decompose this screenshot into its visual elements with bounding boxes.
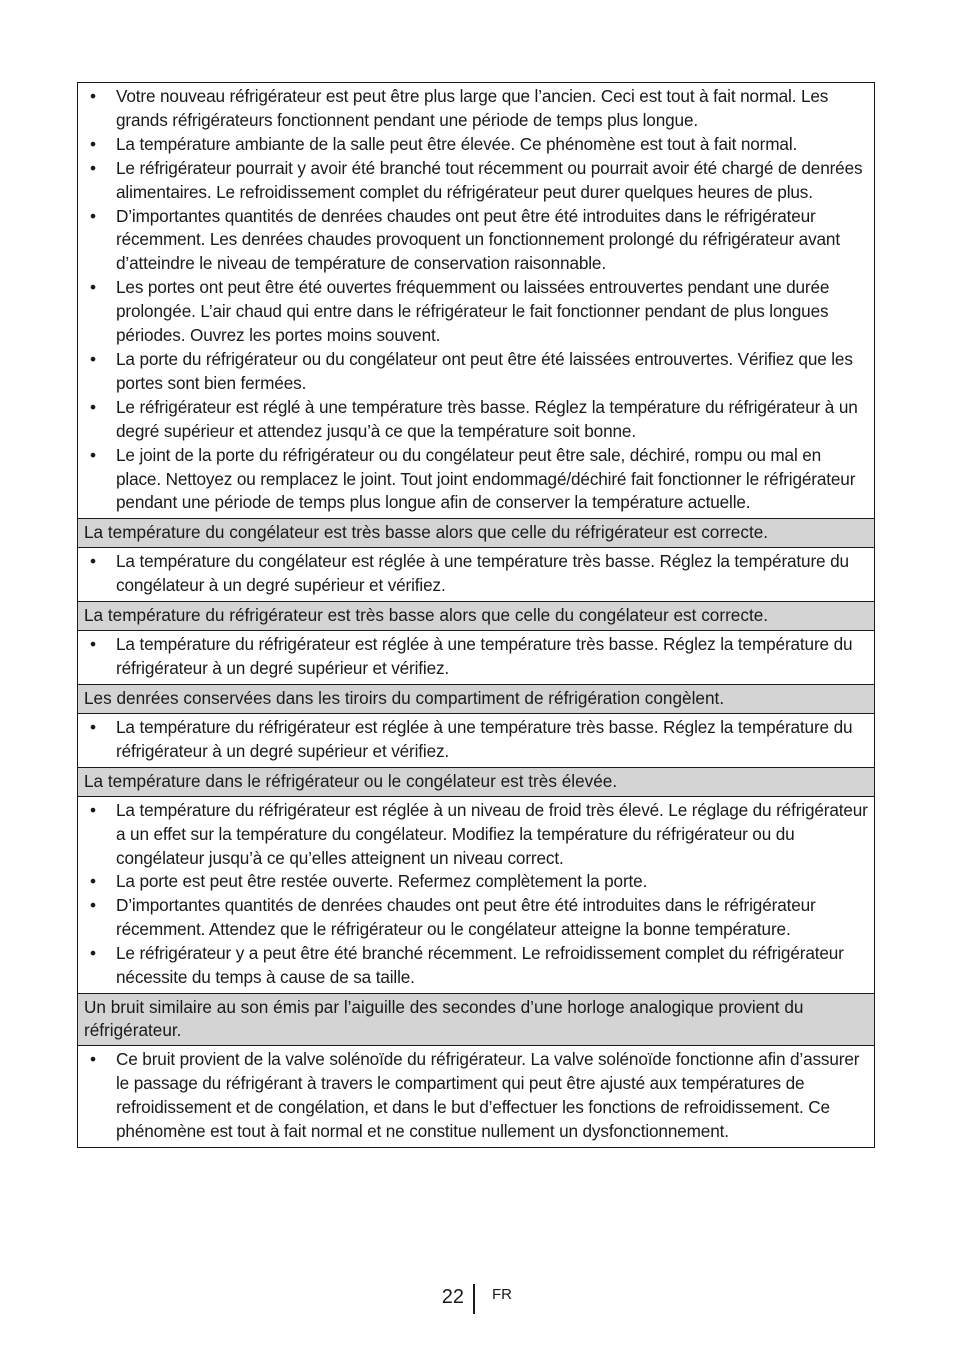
troubleshooting-table bbox=[77, 82, 875, 1148]
solution-text: D’importantes quantités de denrées chaudes ont peut être été introduites dans le réfrigérateur récemment. Les denrées chaudes provoquent un fonctionnement prolongé du réfrigérateur avant d’atteindre le niveau de température de conservation raisonnable. bbox=[116, 205, 840, 274]
solution-text: Le réfrigérateur pourrait y avoir été branché tout récemment ou pourrait avoir été chargé de denrées alimentaires. Le refroidissement complet du réfrigérateur peut durer quelques heures de plus. bbox=[116, 157, 863, 202]
solutions-cell bbox=[78, 1045, 874, 1147]
list-item bbox=[84, 716, 868, 764]
solutions-cell bbox=[78, 796, 874, 993]
bullet-icon: • bbox=[90, 444, 96, 465]
bullet-icon: • bbox=[90, 634, 96, 655]
solution-text: La température du réfrigérateur est réglée à une température très basse. Réglez la température du réfrigérateur à un degré supérieur et vérifiez. bbox=[116, 634, 853, 679]
list-item bbox=[84, 396, 868, 444]
solution-text: La température du réfrigérateur est réglée à un niveau de froid très élevé. Le réglage du réfrigérateur a un effet sur la température du congélateur. Modifiez la température du réfrigérateur ou du congélateur jusqu’à ce qu’elles atteignent un niveau correct. bbox=[116, 799, 868, 868]
solution-text: Ce bruit provient de la valve solénoïde du réfrigérateur. La valve solénoïde fonctionne afin d’assurer le passage du réfrigérant à travers le compartiment qui peut être ajusté aux températures de refroidissement et de congélation, et dans le but d’effectuer les fonctions de refroidissement. Ce phénomène est tout à fait normal et ne constitue nullement un dysfonctionnement. bbox=[116, 1049, 860, 1141]
list-item bbox=[84, 942, 868, 990]
bullet-icon: • bbox=[90, 205, 96, 226]
list-item bbox=[84, 276, 868, 348]
problem-heading: La température du congélateur est très basse alors que celle du réfrigérateur est correcte. bbox=[78, 518, 874, 547]
page-footer bbox=[0, 1284, 954, 1314]
problem-heading: La température du réfrigérateur est très basse alors que celle du congélateur est correcte. bbox=[78, 601, 874, 630]
bullet-icon: • bbox=[90, 86, 96, 106]
solution-text: Votre nouveau réfrigérateur est peut être plus large que l’ancien. Ceci est tout à fait normal. Les grands réfrigérateurs fonctionnent pendant une période de temps plus longue. bbox=[116, 86, 829, 130]
list-item bbox=[84, 799, 868, 871]
list-item bbox=[84, 550, 868, 598]
list-item bbox=[84, 444, 868, 516]
problem-heading: La température dans le réfrigérateur ou le congélateur est très élevée. bbox=[78, 767, 874, 796]
solution-list bbox=[78, 83, 874, 518]
list-item bbox=[84, 348, 868, 396]
problem-heading: Les denrées conservées dans les tiroirs du compartiment de réfrigération congèlent. bbox=[78, 684, 874, 713]
bullet-icon: • bbox=[90, 277, 96, 298]
bullet-icon: • bbox=[90, 895, 96, 916]
solution-text: Le joint de la porte du réfrigérateur ou du congélateur peut être sale, déchiré, rompu ou mal en place. Nettoyez ou remplacez le joint. Tout joint endommagé/déchiré fait fonctionner le réfrigérateur pendant une période de temps plus longue afin de conserver la température actuelle. bbox=[116, 444, 856, 513]
list-item bbox=[84, 894, 868, 942]
solution-text: La température ambiante de la salle peut être élevée. Ce phénomène est tout à fait normal. bbox=[116, 133, 798, 154]
bullet-icon: • bbox=[90, 871, 96, 892]
solutions-cell bbox=[78, 547, 874, 601]
list-item bbox=[84, 870, 868, 894]
solution-text: La porte du réfrigérateur ou du congélateur ont peut être été laissées entrouvertes. Vérifiez que les portes sont bien fermées. bbox=[116, 348, 853, 393]
list-item bbox=[84, 1048, 868, 1144]
solution-list bbox=[78, 631, 874, 684]
list-item bbox=[84, 85, 868, 133]
bullet-icon: • bbox=[90, 157, 96, 178]
bullet-icon: • bbox=[90, 133, 96, 154]
bullet-icon: • bbox=[90, 799, 96, 820]
list-item bbox=[84, 157, 868, 205]
footer-divider bbox=[473, 1284, 475, 1314]
bullet-icon: • bbox=[90, 943, 96, 964]
solution-text: La température du congélateur est réglée à une température très basse. Réglez la température du congélateur à un degré supérieur et vérifiez. bbox=[116, 551, 849, 596]
solution-list bbox=[78, 797, 874, 993]
solution-text: Le réfrigérateur y a peut être été branché récemment. Le refroidissement complet du réfrigérateur nécessite du temps à cause de sa taille. bbox=[116, 943, 844, 988]
list-item bbox=[84, 633, 868, 681]
solution-text: Les portes ont peut être été ouvertes fréquemment ou laissées entrouvertes pendant une durée prolongée. L’air chaud qui entre dans le réfrigérateur le fait fonctionner pendant de plus longues périodes. Ouvrez les portes moins souvent. bbox=[116, 277, 830, 346]
bullet-icon: • bbox=[90, 348, 96, 369]
solution-text: Le réfrigérateur est réglé à une température très basse. Réglez la température du réfrigérateur à un degré supérieur et attendez jusqu’à ce que la température soit bonne. bbox=[116, 396, 858, 441]
list-item bbox=[84, 205, 868, 277]
solution-text: D’importantes quantités de denrées chaudes ont peut être été introduites dans le réfrigérateur récemment. Attendez que le réfrigérateur ou le congélateur atteigne la bonne température. bbox=[116, 895, 816, 940]
solutions-cell bbox=[78, 83, 874, 518]
solution-text: La porte est peut être restée ouverte. Refermez complètement la porte. bbox=[116, 871, 648, 892]
solutions-cell bbox=[78, 713, 874, 767]
solution-text: La température du réfrigérateur est réglée à une température très basse. Réglez la température du réfrigérateur à un degré supérieur et vérifiez. bbox=[116, 716, 853, 761]
bullet-icon: • bbox=[90, 716, 96, 737]
bullet-icon: • bbox=[90, 551, 96, 572]
bullet-icon: • bbox=[90, 396, 96, 417]
solution-list bbox=[78, 714, 874, 767]
page-number: 22 bbox=[441, 1286, 464, 1308]
problem-heading: Un bruit similaire au son émis par l’aiguille des secondes d’une horloge analogique provient du réfrigérateur. bbox=[78, 993, 874, 1045]
solutions-cell bbox=[78, 630, 874, 684]
bullet-icon: • bbox=[90, 1049, 96, 1069]
solution-list bbox=[78, 1046, 874, 1147]
solution-list bbox=[78, 548, 874, 601]
language-code: FR bbox=[492, 1286, 512, 1303]
list-item bbox=[84, 133, 868, 157]
